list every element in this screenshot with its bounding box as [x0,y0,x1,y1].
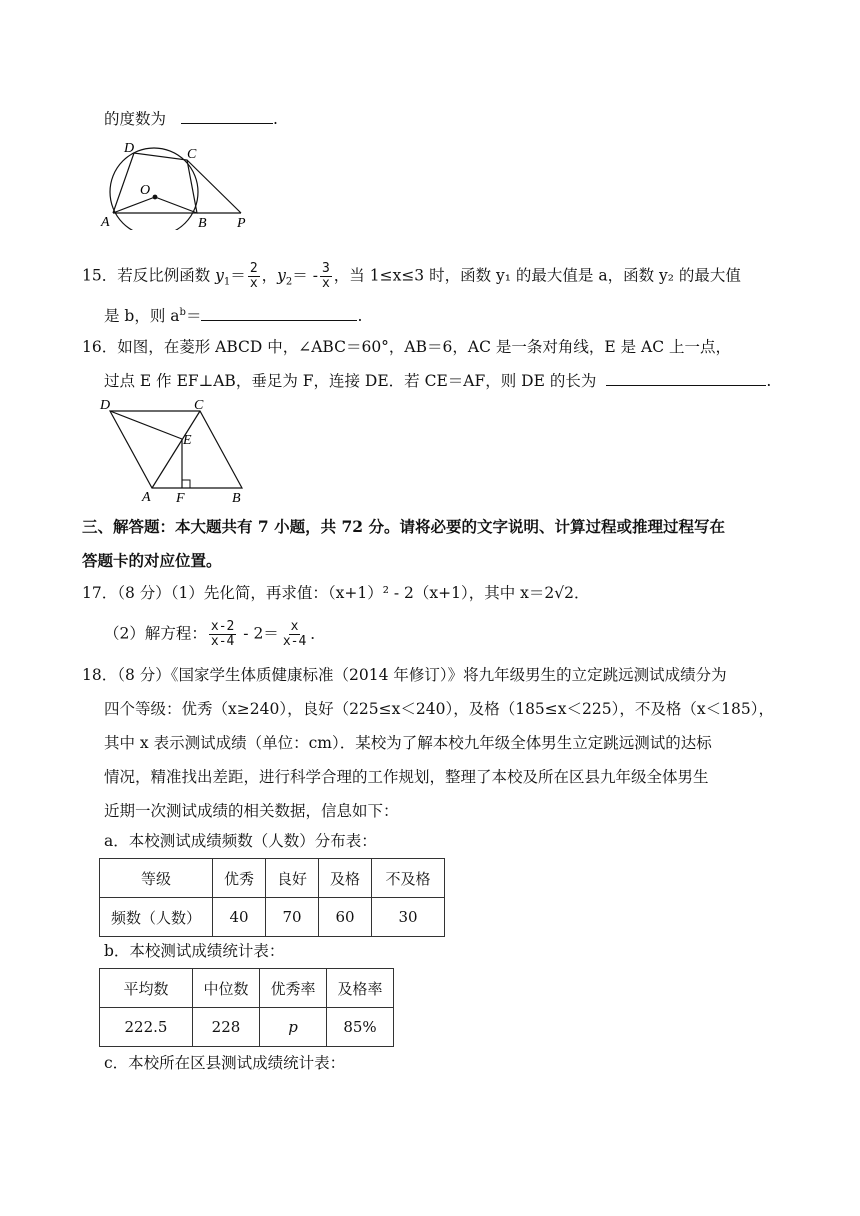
table-header-cell: 优秀 [213,859,266,898]
section3-heading-line2: 答题卡的对应位置。 [82,551,222,570]
table-cell: 60 [319,898,372,937]
table-row [100,859,445,898]
diagonal-ac [152,411,200,488]
table-cell: 85% [327,1008,394,1047]
fraction-3-over-x: $\frac{3}{x}$ [321,261,330,291]
fraction-x-over-x4: $\frac{x}{x-4}$ [282,619,307,649]
radius-oa [113,197,155,213]
table-cell: 222.5 [100,1008,193,1047]
label-b2: B [232,491,241,506]
table-row [100,898,445,937]
label-d: D [124,141,135,156]
label-c2: C [194,398,204,413]
label-p: P [237,216,246,230]
q18-line4: 情况，精准找出差距，进行科学合理的工作规划，整理了本校及所在区县九年级全体男生 [104,768,709,786]
table-header-cell: 等级 [100,859,213,898]
q15-line2: 是 b，则 $a^b=$ . [104,307,363,326]
q18-line2: 四个等级：优秀（x≥240），良好（225≤x＜240），及格（185≤x＜225），不及格（x＜185）， [104,700,774,718]
table-cell: 频数（人数） [100,898,213,937]
table-header-cell: 及格率 [327,969,394,1008]
q17-line2: （2）解方程： $\frac{x-2}{x-4}$ - 2＝ $\frac{x}{x-4}$ ． [104,619,326,649]
table-cell: 228 [193,1008,260,1047]
label-c: C [187,147,197,162]
table-header-cell: 及格 [319,859,372,898]
table-header-cell: 优秀率 [260,969,327,1008]
q18-a-caption: a．本校测试成绩频数（人数）分布表： [104,832,377,850]
table-row [100,969,394,1008]
fraction-x2-over-x4: $\frac{x-2}{x-4}$ [210,619,235,649]
q18-b-caption: b．本校测试成绩统计表： [104,942,285,960]
q17-line1: 17．（8 分）（1）先化简，再求值：（x+1）² - 2（x+1），其中 x＝2√2． [82,584,590,602]
q18-line3: 其中 x 表示测试成绩（单位：cm）．某校为了解本校九年级全体男生立定跳远测试的达标 [104,734,712,752]
radius-ob [155,197,197,213]
table-cell: 30 [372,898,445,937]
label-f2: F [176,491,185,506]
table-header-cell: 中位数 [193,969,260,1008]
q16-line1: 16．如图，在菱形 ABCD 中，∠ABC＝60°，AB＝6，AC 是一条对角线，E 是 AC 上一点， [82,338,732,356]
label-d2: D [100,398,111,413]
label-o: O [140,183,151,198]
q14-tail: 的度数为 . [104,110,278,128]
table-cell: 40 [213,898,266,937]
q15-answer-blank[interactable] [201,305,357,321]
table-header-cell: 平均数 [100,969,193,1008]
q15-line1: 15．若反比例函数 $y_1=$ $\frac{2}{x}$ ，$y_2=$ - $\frac{3}{x}$ ，当 1≤x≤3 时，函数 y₁ 的最大值是 a，函数 y₂ 的最大值 [82,261,741,291]
label-b: B [198,216,207,230]
frequency-table [99,858,445,937]
q18-line1: 18．（8 分）《国家学生体质健康标准（2014 年修订）》将九年级男生的立定跳远测试成绩分为 [82,666,727,684]
q16-line2: 过点 E 作 EF⊥AB，垂足为 F，连接 DE．若 CE＝AF，则 DE 的长为 . [104,372,772,390]
quadrilateral-abcd [113,153,197,213]
fraction-2-over-x: $\frac{2}{x}$ [249,261,258,291]
label-a2: A [142,490,151,505]
label-a: A [101,215,110,230]
right-angle-mark [182,480,190,488]
q14-answer-blank[interactable] [181,108,273,124]
section3-heading-line1: 三、解答题：本大题共有 7 小题，共 72 分。请将必要的文字说明、计算过程或推理过程写在 [82,517,725,536]
q16-answer-blank[interactable] [606,370,766,386]
statistics-table [99,968,394,1047]
table-header-cell: 不及格 [372,859,445,898]
q14-text: 的度数为 [104,110,167,128]
q18-line5: 近期一次测试成绩的相关数据，信息如下： [104,802,399,820]
figure-rhombus [96,396,266,506]
center-dot [153,195,158,200]
table-row [100,1008,394,1047]
segment-de [110,411,182,439]
table-header-cell: 良好 [266,859,319,898]
label-e2: E [183,433,192,448]
figure-circle-quadrilateral [98,140,258,230]
table-cell: 70 [266,898,319,937]
table-cell: p [260,1008,327,1047]
q18-c-caption: c．本校所在区县测试成绩统计表： [104,1054,346,1072]
